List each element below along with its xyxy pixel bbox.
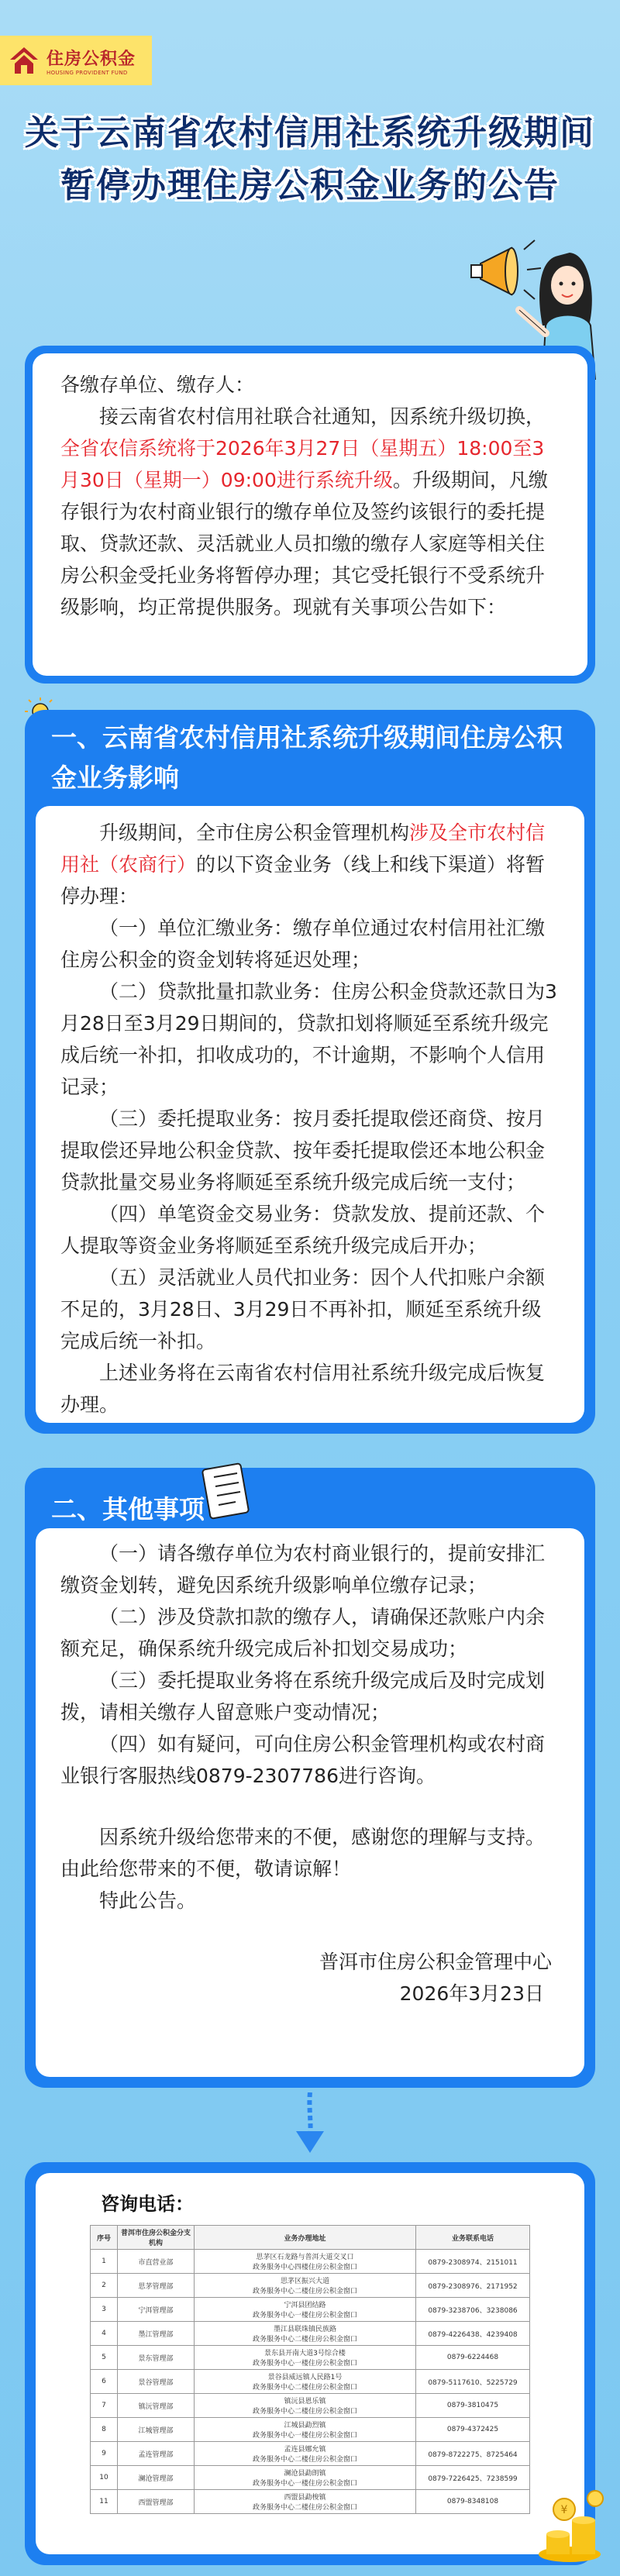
contact-address: 宁洱县团结路 政务服务中心一楼住房公积金窗口 (195, 2298, 416, 2322)
section1-heading-line1: 一、云南省农村信用社系统升级期间住房公积 (51, 722, 563, 752)
contact-phone: 0879-2308974、2151011 (416, 2250, 530, 2274)
section2-card (36, 1528, 584, 2077)
contacts-table (90, 2225, 530, 2514)
section2-item-1: （一）请各缴存单位为农村商业银行的，提前安排汇缴资金划转，避免因系统升级影响单位缴存记录； (60, 1542, 546, 1596)
contact-address: 孟连县娜允镇 政务服务中心二楼住房公积金窗口 (195, 2442, 416, 2466)
logo (0, 36, 152, 85)
section1-closing: 上述业务将在云南省农村信用社系统升级完成后恢复办理。 (60, 1362, 546, 1416)
notice-text: 特此公告。 (99, 1889, 197, 1912)
contact-row (91, 2298, 530, 2322)
section2-item-3: （三）委托提取业务将在系统升级完成后及时完成划拨，请相关缴存人留意账户变动情况； (60, 1669, 546, 1724)
contact-address: 墨江县联珠镇民族路 政务服务中心二楼住房公积金窗口 (195, 2322, 416, 2346)
contact-phone: 0879-3238706、3238086 (416, 2298, 530, 2322)
section1-item-1: （一）单位汇缴业务：缴存单位通过农村信用社汇缴住房公积金的资金划转将延迟处理； (60, 917, 546, 971)
section1-highlight: 涉及全市农村信用社（农商行） (60, 821, 546, 876)
contact-row (91, 2394, 530, 2418)
contact-branch: 西盟管理部 (118, 2490, 195, 2514)
contact-address: 江城县勐烈镇 政务服务中心一楼住房公积金窗口 (195, 2418, 416, 2442)
contact-address: 思茅区石龙路与普洱大道交叉口 政务服务中心四楼住房公积金窗口 (195, 2250, 416, 2274)
page-title-line2: 暂停办理住房公积金业务的公告 (60, 166, 560, 205)
contact-phone: 0879-8348108 (416, 2490, 530, 2514)
contact-address: 澜沧县勐朗镇 政务服务中心一楼住房公积金窗口 (195, 2466, 416, 2490)
contact-index: 4 (91, 2322, 118, 2346)
contact-branch: 宁洱管理部 (118, 2298, 195, 2322)
page-title-line1: 关于云南省农村信用社系统升级期间 (25, 113, 595, 153)
section2-item-2: （二）涉及贷款扣款的缴存人，请确保还款账户内余额充足，确保系统升级完成后补扣划交易成功； (60, 1606, 546, 1660)
coins-illustration (527, 2480, 612, 2565)
section1-item-3: （三）委托提取业务：按月委托提取偿还商贷、按月提取偿还异地公积金贷款、按年委托提取偿还本地公积金贷款批量交易业务将顺延至系统升级完成后统一支付； (60, 1107, 546, 1193)
section1-card (36, 806, 584, 1423)
signature: 普洱市住房公积金管理中心 (319, 1951, 552, 1973)
contact-branch: 景东管理部 (118, 2346, 195, 2370)
contact-index: 3 (91, 2298, 118, 2322)
header-branch: 普洱市住房公积金分支机构 (118, 2226, 195, 2250)
section1-intro: 升级期间，全市住房公积金管理机构涉及全市农村信用社（农商行）的以下资金业务（线上和线下渠道）将暂停办理： (60, 821, 546, 907)
section1-item-2: （二）贷款批量扣款业务：住房公积金贷款还款日为3月28日至3月29日期间的，贷款扣划将顺延至系统升级完成后统一补扣，扣收成功的，不计逾期，不影响个人信用记录； (60, 980, 557, 1098)
contact-phone: 0879-4372425 (416, 2418, 530, 2442)
contacts-card (36, 2173, 584, 2554)
contact-index: 8 (91, 2418, 118, 2442)
contact-index: 6 (91, 2370, 118, 2394)
down-arrow-icon (285, 2092, 335, 2154)
contact-address: 西盟县勐梭镇 政务服务中心二楼住房公积金窗口 (195, 2490, 416, 2514)
header-phone: 业务联系电话 (416, 2226, 530, 2250)
contact-phone: 0879-4226438、4239408 (416, 2322, 530, 2346)
upgrade-time-highlight: 全省农信系统将于2026年3月27日（星期五）18:00至3月30日（星期一）09:00进行系统升级 (60, 437, 545, 491)
contact-branch: 镇沅管理部 (118, 2394, 195, 2418)
contact-branch: 市直营业部 (118, 2250, 195, 2274)
contact-index: 9 (91, 2442, 118, 2466)
contact-phone: 0879-3810475 (416, 2394, 530, 2418)
contact-branch: 江城管理部 (118, 2418, 195, 2442)
section2-item-4: （四）如有疑问，可向住房公积金管理机构或农村商业银行客服热线0879-2307786进行咨询。 (60, 1733, 546, 1787)
contacts-header-row (91, 2226, 530, 2250)
contact-row (91, 2322, 530, 2346)
contact-phone: 0879-5117610、5225729 (416, 2370, 530, 2394)
contact-row (91, 2466, 530, 2490)
contact-row (91, 2274, 530, 2298)
contact-branch: 墨江管理部 (118, 2322, 195, 2346)
intro-paragraph: 接云南省农村信用社联合社通知，因系统升级切换，全省农信系统将于2026年3月27日（星期五）18:00至3月30日（星期一）09:00进行系统升级。升级期间，凡缴存银行为农村商业银行的缴存单位及签约该银行的委托提取、贷款还款、灵活就业人员扣缴的缴存人家庭等相关住房公积金受托业务将暂停办理；其它受托银行不受系统升级影响，均正常提供服务。现就有关事项公告如下： (60, 405, 548, 618)
contacts-title: 咨询电话： (101, 2193, 194, 2215)
section1-item-5: （五）灵活就业人员代扣业务：因个人代扣账户余额不足的，3月28日、3月29日不再补扣，顺延至系统升级完成后统一补扣。 (60, 1266, 546, 1352)
contact-branch: 景谷管理部 (118, 2370, 195, 2394)
contact-address: 景东县开南大道3号综合楼 政务服务中心一楼住房公积金窗口 (195, 2346, 416, 2370)
signature-date: 2026年3月23日 (399, 1982, 544, 2005)
house-logo-icon (8, 44, 40, 77)
contact-index: 5 (91, 2346, 118, 2370)
contact-index: 11 (91, 2490, 118, 2514)
contact-address: 镇沅县恩乐镇 政务服务中心二楼住房公积金窗口 (195, 2394, 416, 2418)
section2-heading: 二、其他事项 (51, 1494, 205, 1524)
contact-row (91, 2442, 530, 2466)
contact-branch: 孟连管理部 (118, 2442, 195, 2466)
svg-text:¥: ¥ (560, 2504, 568, 2516)
contact-row (91, 2370, 530, 2394)
contact-address: 思茅区振兴大道 政务服务中心二楼住房公积金窗口 (195, 2274, 416, 2298)
contact-phone: 0879-8722275、8725464 (416, 2442, 530, 2466)
header-address: 业务办理地址 (195, 2226, 416, 2250)
header-index: 序号 (91, 2226, 118, 2250)
salutation: 各缴存单位、缴存人： (60, 374, 255, 396)
contact-address: 景谷县威远镇人民路1号 政务服务中心二楼住房公积金窗口 (195, 2370, 416, 2394)
section1-item-4: （四）单笔资金交易业务：贷款发放、提前还款、个人提取等资金业务将顺延至系统升级完成后开办； (60, 1203, 546, 1257)
intro-card (33, 353, 587, 676)
logo-name: 住房公积金 (46, 49, 136, 69)
contact-row (91, 2346, 530, 2370)
apology-text: 因系统升级给您带来的不便，感谢您的理解与支持。由此给您带来的不便，敬请谅解！ (60, 1826, 546, 1880)
contact-phone: 0879-7226425、7238599 (416, 2466, 530, 2490)
contact-index: 10 (91, 2466, 118, 2490)
contact-row (91, 2418, 530, 2442)
contact-index: 2 (91, 2274, 118, 2298)
contact-phone: 0879-6224468 (416, 2346, 530, 2370)
logo-subtitle: HOUSING PROVIDENT FUND (46, 69, 128, 76)
contact-row (91, 2490, 530, 2514)
contact-branch: 澜沧管理部 (118, 2466, 195, 2490)
contact-row (91, 2250, 530, 2274)
contact-branch: 思茅管理部 (118, 2274, 195, 2298)
section1-heading-line2: 金业务影响 (51, 763, 179, 793)
document-icon (200, 1462, 254, 1524)
contact-index: 7 (91, 2394, 118, 2418)
contact-phone: 0879-2308976、2171952 (416, 2274, 530, 2298)
contact-index: 1 (91, 2250, 118, 2274)
